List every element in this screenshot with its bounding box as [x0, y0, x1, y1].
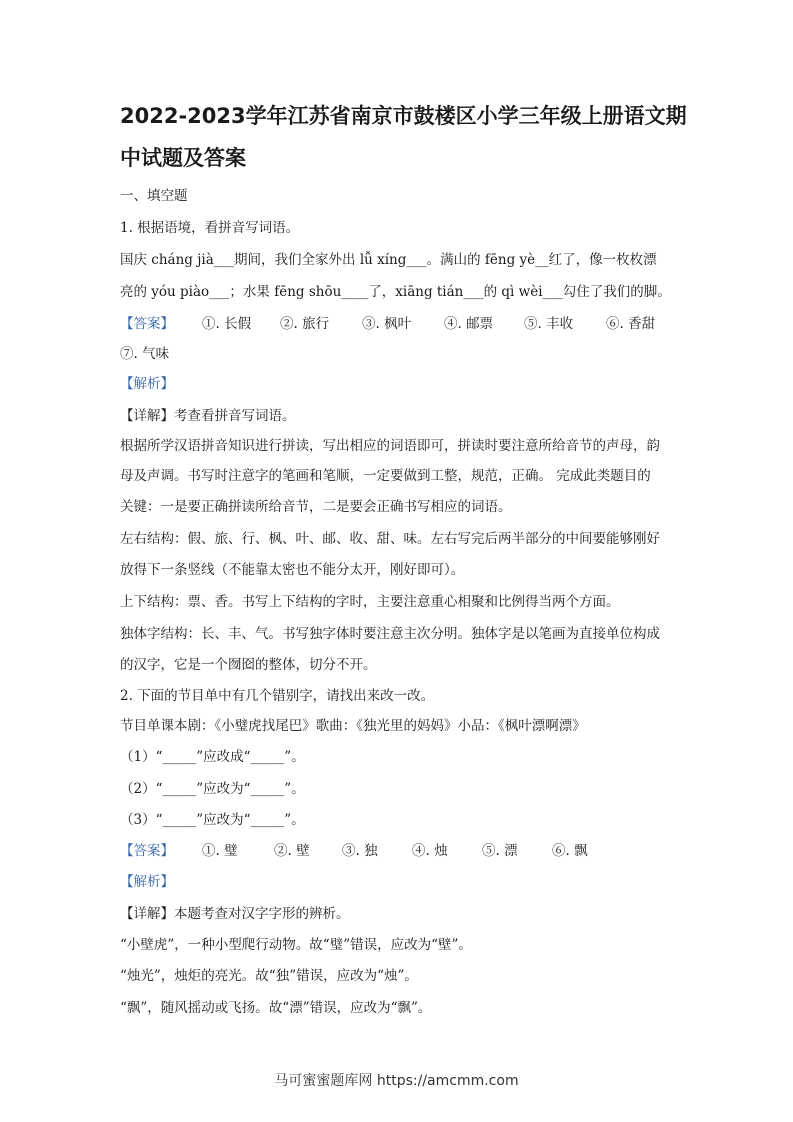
q1-text-line2: 亮的 yóu piào___；水果 fēng shōu____了，xiāng tián___的 qì wèi___勾住了我们的脚。: [120, 284, 671, 300]
answer-item: ⑤. 丰收: [524, 316, 574, 332]
q1-prompt: 1. 根据语境，看拼音写词语。: [120, 220, 300, 236]
doc-title-line1: 2022-2023学年江苏省南京市鼓楼区小学三年级上册语文期: [120, 104, 687, 128]
q2-sub2: （2）“_____”应改为“_____”。: [120, 781, 305, 797]
q1-explain-p2: 母及声调。书写时注意字的笔画和笔顺，一定要做到工整，规范，正确。 完成此类题目的: [120, 468, 651, 484]
q2-detail: 【详解】本题考查对汉字字形的辨析。: [120, 906, 350, 922]
answer-item: ①. 璧: [202, 843, 238, 859]
q1-detail: 【详解】考查看拼音写词语。: [120, 408, 296, 424]
q2-explain-2: “烛光”，烛炬的亮光。故“独”错误，应改为“烛”。: [120, 968, 418, 984]
q1-explain-p3: 关键：一是要正确拼读所给音节，二是要会正确书写相应的词语。: [120, 499, 512, 515]
q1-explain-p8: 的汉字，它是一个囫囵的整体，切分不开。: [120, 657, 377, 673]
q1-analysis-label: 【解析】: [120, 376, 174, 392]
q2-sub3: （3）“_____”应改为“_____”。: [120, 812, 305, 828]
footer-watermark: 马可蜜蜜题库网 https://amcmm.com: [274, 1073, 519, 1089]
q1-answer-item-7: ⑦. 气味: [120, 346, 170, 362]
q2-explain-3: “飘”，随风摇动或飞扬。故“漂”错误，应改为“飘”。: [120, 1000, 432, 1016]
answer-item: ①. 长假: [202, 316, 252, 332]
q2-explain-1: “小壁虎”，一种小型爬行动物。故“璧”错误，应改为“壁”。: [120, 937, 472, 953]
q1-text-line1: 国庆 cháng jià___期间，我们全家外出 lǚ xíng___。满山的 fēng yè__红了，像一枚枚漂: [120, 252, 657, 268]
answer-label: 【答案】: [120, 316, 174, 332]
answer-item: ④. 烛: [412, 843, 448, 859]
answer-item: ⑥. 香甜: [606, 316, 656, 332]
q2-program: 节目单课本剧：《小璧虎找尾巴》歌曲：《独光里的妈妈》小品：《枫叶漂啊漂》: [120, 718, 586, 734]
q1-explain-p1: 根据所学汉语拼音知识进行拼读，写出相应的词语即可，拼读时要注意所给音节的声母，韵: [120, 438, 660, 454]
answer-item: ③. 独: [342, 843, 378, 859]
q2-analysis-label: 【解析】: [120, 874, 174, 890]
answer-item: ⑤. 漂: [482, 843, 518, 859]
q1-explain-p6: 上下结构：票、香。书写上下结构的字时，主要注意重心相聚和比例得当两个方面。: [120, 594, 620, 610]
answer-label: 【答案】: [120, 843, 174, 859]
answer-item: ④. 邮票: [444, 316, 494, 332]
doc-title-line2: 中试题及答案: [120, 146, 246, 170]
answer-item: ③. 枫叶: [362, 316, 412, 332]
q1-explain-p4: 左右结构：假、旅、行、枫、叶、邮、收、甜、味。左右写完后两半部分的中间要能够刚好: [120, 531, 660, 547]
q2-prompt: 2. 下面的节目单中有几个错别字，请找出来改一改。: [120, 688, 435, 704]
q2-sub1: （1）“_____”应改成“_____”。: [120, 749, 305, 765]
section-heading: 一、填空题: [120, 188, 188, 204]
answer-item: ②. 壁: [274, 843, 310, 859]
q1-explain-p5: 放得下一条竖线（不能靠太密也不能分太开，刚好即可）。: [120, 562, 465, 578]
answer-item: ②. 旅行: [280, 316, 330, 332]
answer-item: ⑥. 飘: [552, 843, 588, 859]
q1-explain-p7: 独体字结构：长、丰、气。书写独字体时要注意主次分明。独体字是以笔画为直接单位构成: [120, 626, 660, 642]
